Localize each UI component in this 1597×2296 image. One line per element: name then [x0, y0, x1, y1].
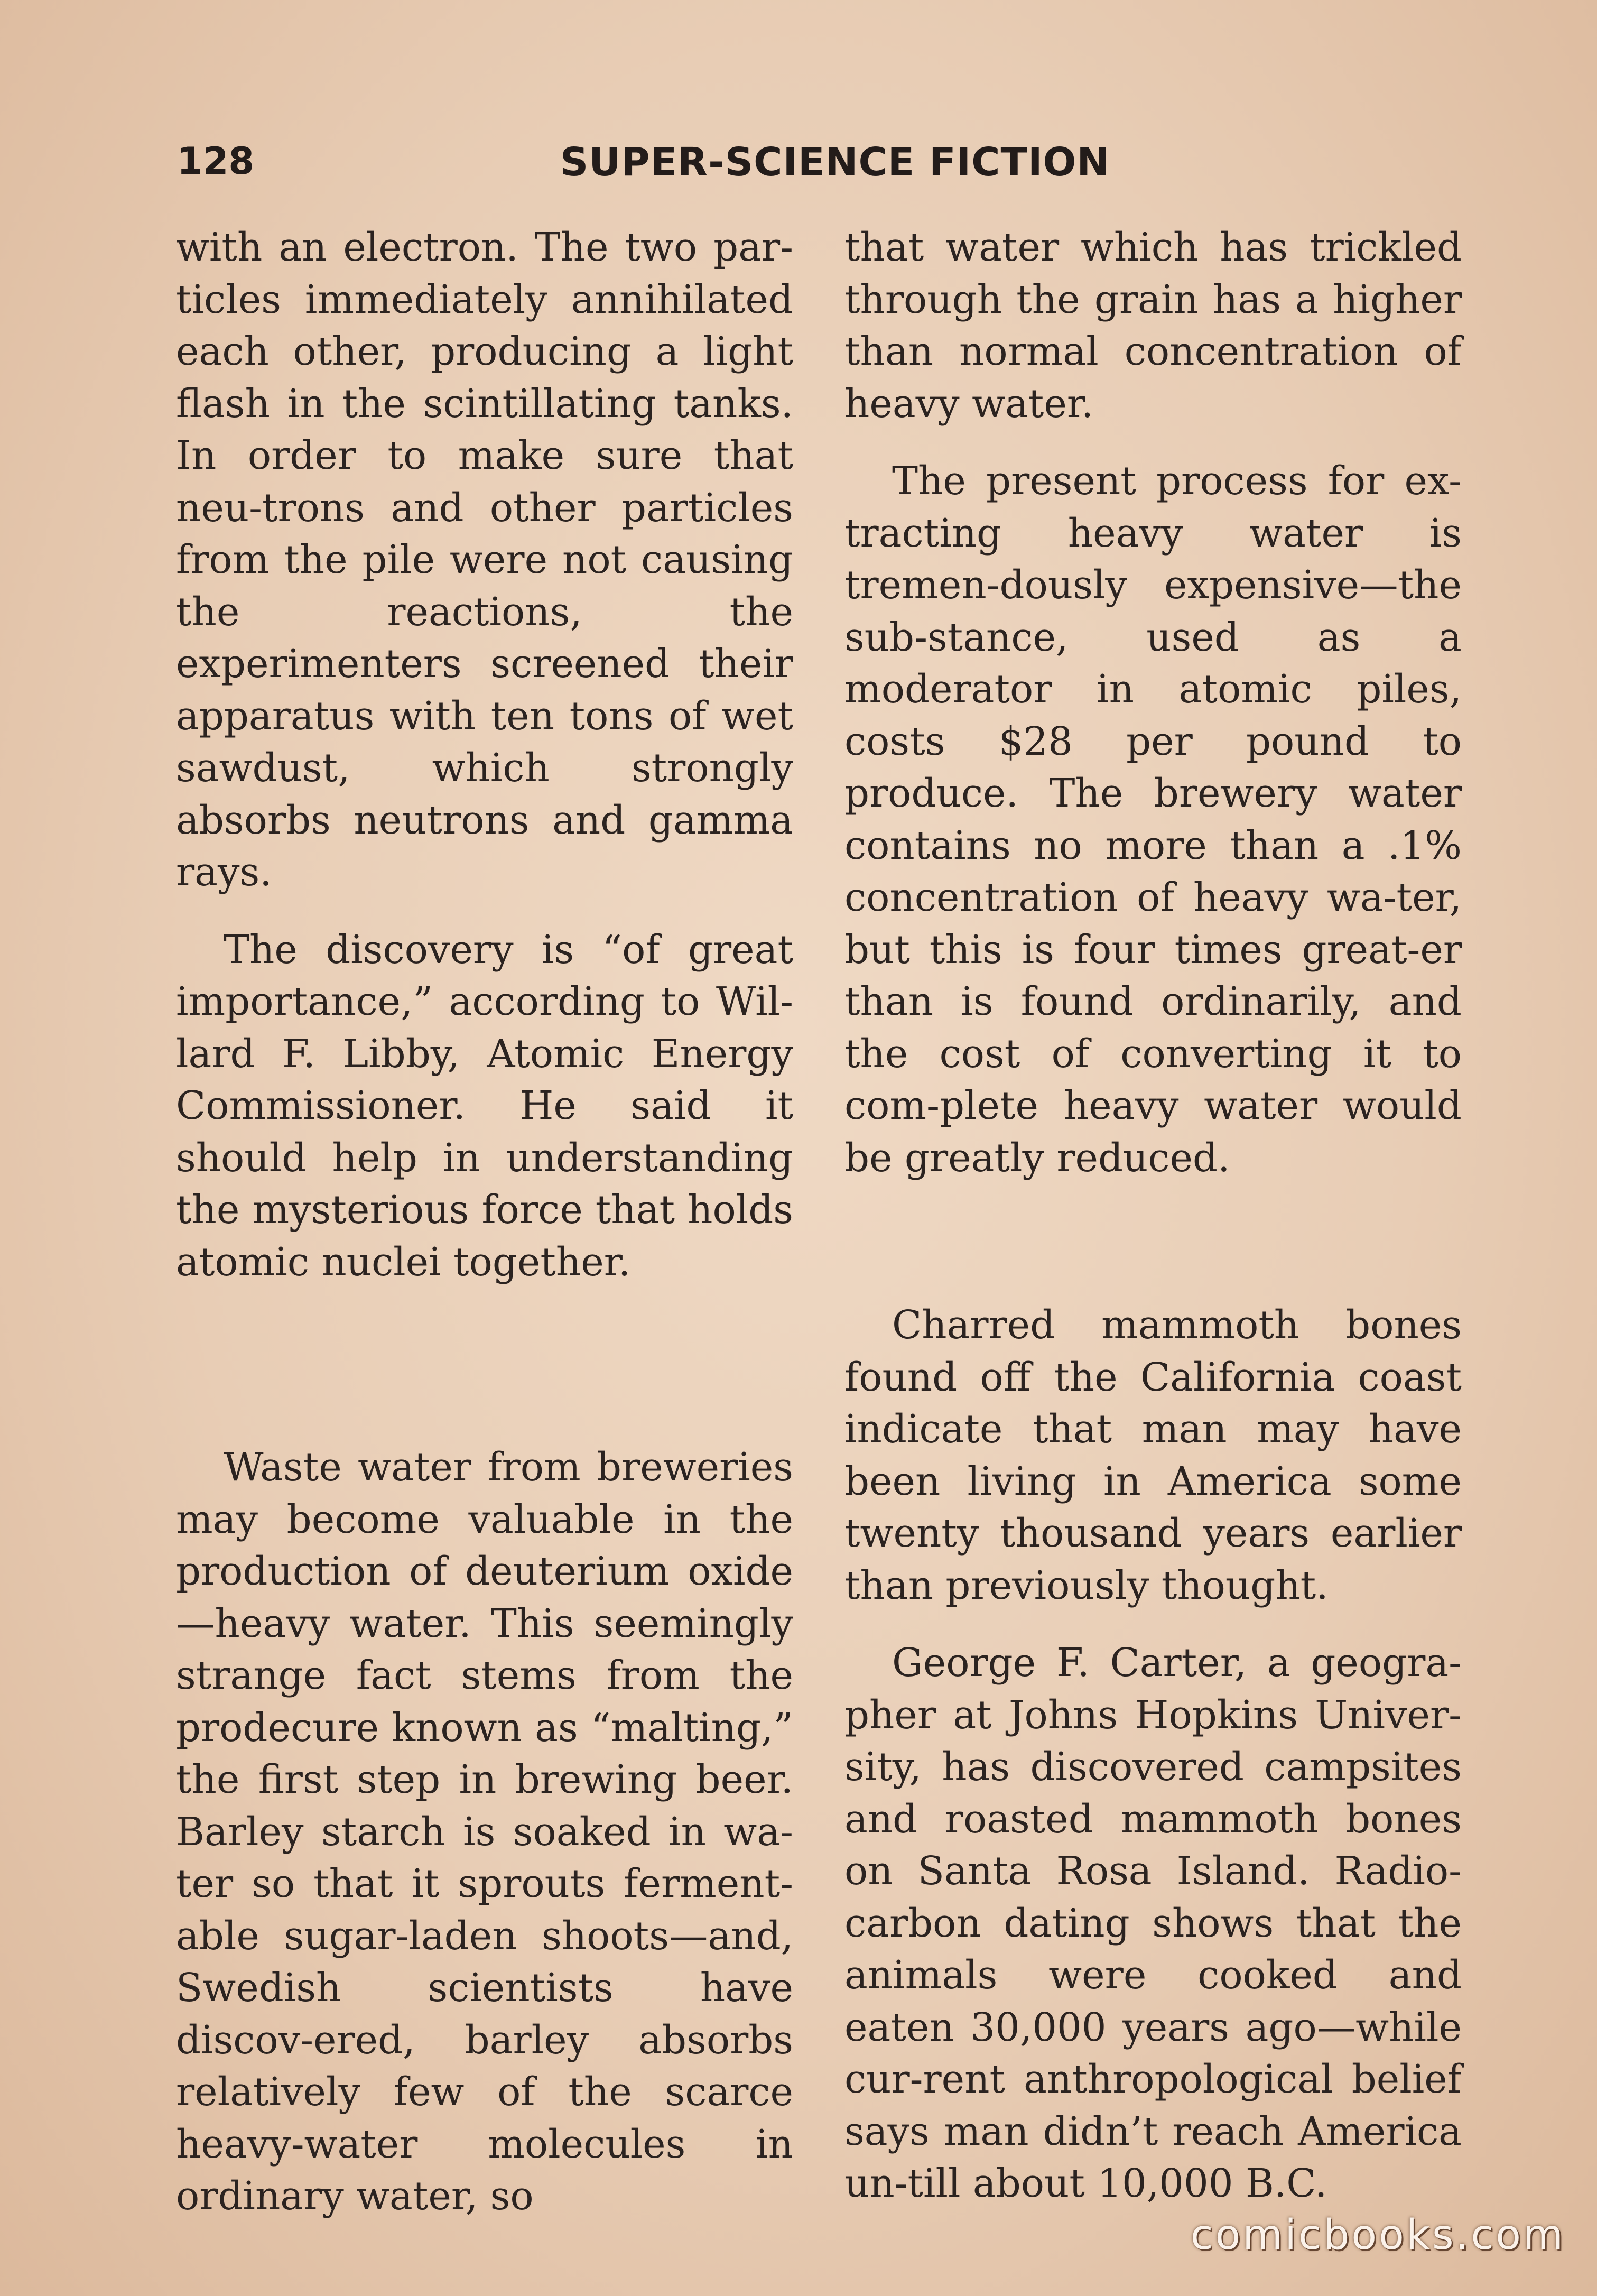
watermark: comicbooks.com — [1190, 2211, 1565, 2259]
article-paragraph: The discovery is “of great importance,” according to Wil-lard F. Libby, Atomic Energy Commissioner. He said it should help in understanding the mysterious force that holds atomic nuclei together. — [176, 927, 793, 1285]
page-number: 128 — [177, 140, 255, 183]
running-head: SUPER-SCIENCE FICTION — [560, 140, 1110, 185]
article-paragraph: that water which has trickled through the grain has a higher than normal concentration of heavy water. — [844, 225, 1462, 427]
article-paragraph: with an electron. The two par-ticles immediately annihilated each other, producing a light flash in the scintillating tanks. In order to make sure that neu-trons and other particles from the pile were not causing the reactions, the experimenters screened their apparatus with ten tons of wet sawdust, which strongly absorbs neutrons and gamma rays. — [176, 225, 793, 895]
article-paragraph: Waste water from breweries may become valuable in the production of deuterium oxide —heavy water. This seemingly strange fact stems from the prodecure known as “malting,” the first step in brewing beer. Barley starch is soaked in wa-ter so that it sprouts ferment-able sugar-laden shoots—and, Swedish scientists have discov-ered, barley absorbs relatively few of the scarce heavy-water molecules in ordinary water, so — [176, 1445, 793, 2219]
article-paragraph: Charred mammoth bones found off the California coast indicate that man may have been living in America some twenty thousand years earlier than previously thought. — [844, 1303, 1462, 1608]
article-paragraph: George F. Carter, a geogra-pher at Johns Hopkins Univer-sity, has discovered campsites and roasted mammoth bones on Santa Rosa Island. Radio-carbon dating shows that the animals were cooked and eaten 30,000 years ago—while cur-rent anthropological belief says man didn’t reach America un-till about 10,000 B.C. — [844, 1641, 1462, 2206]
article-paragraph: The present process for ex-tracting heavy water is tremen-dously expensive—the sub-stance, used as a moderator in atomic piles, costs $28 per pound to produce. The brewery water contains no more than a .1% concentration of heavy wa-ter, but this is four times great-er than is found ordinarily, and the cost of converting it to com-plete heavy water would be greatly reduced. — [844, 459, 1462, 1181]
left-column — [176, 222, 793, 2223]
right-column — [844, 222, 1462, 2210]
